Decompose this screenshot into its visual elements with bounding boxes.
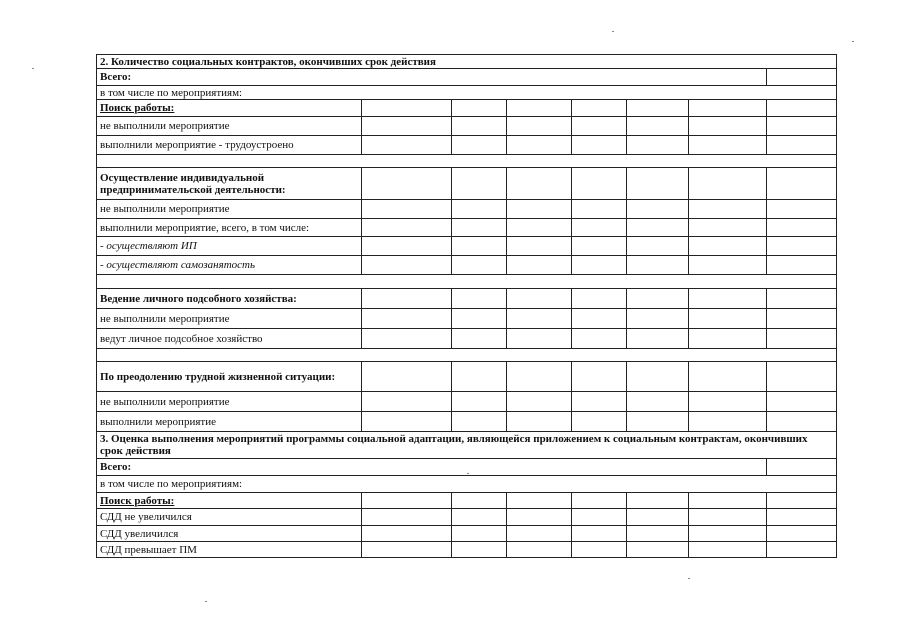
spacer-cell — [97, 349, 837, 362]
section-2-total-label: Всего: — [97, 69, 767, 86]
table-row — [97, 256, 837, 275]
table-cell[interactable] — [362, 493, 452, 509]
table-cell[interactable] — [362, 219, 452, 237]
table-cell[interactable] — [362, 136, 452, 155]
section-2-total-row — [97, 69, 837, 86]
table-cell[interactable] — [767, 237, 837, 256]
row-label: выполнили мероприятие — [97, 412, 362, 432]
table-cell[interactable] — [627, 509, 689, 526]
table-cell[interactable] — [627, 542, 689, 558]
table-row — [97, 309, 837, 329]
scan-speck — [612, 31, 614, 32]
table-cell[interactable] — [689, 526, 767, 542]
table-row — [97, 219, 837, 237]
table-cell[interactable] — [689, 329, 767, 349]
row-label: СДД превышает ПМ — [97, 542, 362, 558]
table-cell[interactable] — [627, 493, 689, 509]
scan-speck — [32, 68, 34, 69]
table-cell[interactable] — [507, 237, 572, 256]
section-3-title: 3. Оценка выполнения мероприятий программы социальной адаптации, являющейся приложением к социальным контрактам, окончивших срок действия — [97, 432, 837, 459]
table-row — [97, 289, 837, 309]
scan-speck — [852, 41, 854, 42]
table-row — [97, 117, 837, 136]
table-cell[interactable] — [507, 168, 572, 200]
table-cell[interactable] — [689, 289, 767, 309]
section-2-title-row — [97, 55, 837, 69]
table-cell[interactable] — [627, 329, 689, 349]
table-cell[interactable] — [767, 309, 837, 329]
table-cell[interactable] — [507, 329, 572, 349]
table-cell[interactable] — [452, 493, 507, 509]
table-cell[interactable] — [627, 219, 689, 237]
table-cell[interactable] — [767, 256, 837, 275]
table-cell[interactable] — [507, 526, 572, 542]
table-cell[interactable] — [627, 412, 689, 432]
row-label: не выполнили мероприятие — [97, 200, 362, 219]
table-cell[interactable] — [452, 256, 507, 275]
table-cell[interactable] — [689, 392, 767, 412]
section-2-total-value-cell[interactable] — [767, 69, 837, 86]
table-cell[interactable] — [627, 526, 689, 542]
table-cell[interactable] — [767, 219, 837, 237]
table-cell[interactable] — [452, 509, 507, 526]
table-row — [97, 200, 837, 219]
table-cell[interactable] — [572, 219, 627, 237]
table-cell[interactable] — [362, 329, 452, 349]
table-cell[interactable] — [452, 392, 507, 412]
row-label: СДД не увеличился — [97, 509, 362, 526]
table-cell[interactable] — [572, 200, 627, 219]
table-cell[interactable] — [507, 289, 572, 309]
table-cell[interactable] — [572, 493, 627, 509]
table-cell[interactable] — [452, 168, 507, 200]
table-cell[interactable] — [452, 200, 507, 219]
table-cell[interactable] — [689, 309, 767, 329]
table-cell[interactable] — [767, 392, 837, 412]
table-cell[interactable] — [627, 100, 689, 117]
section-2-title: 2. Количество социальных контрактов, окончивших срок действия — [97, 55, 837, 69]
table-row — [97, 237, 837, 256]
table-cell[interactable] — [362, 289, 452, 309]
table-cell[interactable] — [689, 493, 767, 509]
scan-speck — [467, 473, 469, 474]
table-cell[interactable] — [572, 237, 627, 256]
table-cell[interactable] — [507, 362, 572, 392]
table-row — [97, 493, 837, 509]
row-label: не выполнили мероприятие — [97, 309, 362, 329]
table-cell[interactable] — [507, 493, 572, 509]
table-cell[interactable] — [689, 542, 767, 558]
table-cell[interactable] — [767, 200, 837, 219]
section-3-total-label: Всего: — [97, 459, 767, 476]
table-row — [97, 526, 837, 542]
table-cell[interactable] — [689, 168, 767, 200]
table-cell[interactable] — [362, 168, 452, 200]
table-cell[interactable] — [452, 362, 507, 392]
table-cell[interactable] — [627, 289, 689, 309]
table-cell[interactable] — [627, 362, 689, 392]
row-label: выполнили мероприятие - трудоустроено — [97, 136, 362, 155]
table-cell[interactable] — [572, 256, 627, 275]
report-table — [96, 54, 837, 558]
table-cell[interactable] — [452, 289, 507, 309]
table-cell[interactable] — [452, 526, 507, 542]
table-cell[interactable] — [362, 309, 452, 329]
table-cell[interactable] — [362, 256, 452, 275]
table-cell[interactable] — [627, 309, 689, 329]
spacer-row — [97, 155, 837, 168]
table-cell[interactable] — [627, 168, 689, 200]
table-cell[interactable] — [507, 256, 572, 275]
row-label: - осуществляют самозанятость — [97, 256, 362, 275]
table-cell[interactable] — [572, 329, 627, 349]
table-cell[interactable] — [767, 542, 837, 558]
table-cell[interactable] — [362, 100, 452, 117]
row-label: не выполнили мероприятие — [97, 392, 362, 412]
table-cell[interactable] — [627, 117, 689, 136]
table-cell[interactable] — [452, 219, 507, 237]
row-label: ведут личное подсобное хозяйство — [97, 329, 362, 349]
table-cell[interactable] — [507, 542, 572, 558]
row-label: СДД увеличился — [97, 526, 362, 542]
table-cell[interactable] — [767, 117, 837, 136]
table-cell[interactable] — [362, 117, 452, 136]
table-row — [97, 412, 837, 432]
table-cell[interactable] — [507, 392, 572, 412]
table-cell[interactable] — [689, 200, 767, 219]
table-cell[interactable] — [572, 168, 627, 200]
table-cell[interactable] — [627, 200, 689, 219]
table-cell[interactable] — [689, 136, 767, 155]
table-cell[interactable] — [627, 136, 689, 155]
table-cell[interactable] — [362, 392, 452, 412]
table-cell[interactable] — [572, 509, 627, 526]
section-3-including-label: в том числе по мероприятиям: — [97, 476, 837, 493]
section-3-including-row — [97, 476, 837, 493]
table-cell[interactable] — [767, 362, 837, 392]
table-cell[interactable] — [689, 256, 767, 275]
table-cell[interactable] — [689, 219, 767, 237]
hardship-heading: По преодолению трудной жизненной ситуации: — [97, 362, 362, 392]
table-cell[interactable] — [689, 412, 767, 432]
table-cell[interactable] — [627, 237, 689, 256]
table-cell[interactable] — [767, 526, 837, 542]
table-cell[interactable] — [572, 412, 627, 432]
table-cell[interactable] — [507, 117, 572, 136]
table-cell[interactable] — [572, 542, 627, 558]
table-cell[interactable] — [452, 412, 507, 432]
spacer-row — [97, 349, 837, 362]
section-3-total-value-cell[interactable] — [767, 459, 837, 476]
table-cell[interactable] — [689, 100, 767, 117]
table-cell[interactable] — [572, 362, 627, 392]
table-cell[interactable] — [452, 136, 507, 155]
entrepreneurship-heading: Осуществление индивидуальной предпринимательской деятельности: — [97, 168, 362, 200]
scan-speck — [205, 601, 207, 602]
table-cell[interactable] — [507, 309, 572, 329]
row-label: выполнили мероприятие, всего, в том числе: — [97, 219, 362, 237]
table-cell[interactable] — [362, 412, 452, 432]
table-cell[interactable] — [362, 542, 452, 558]
table-cell[interactable] — [767, 493, 837, 509]
table-row — [97, 509, 837, 526]
table-cell[interactable] — [362, 200, 452, 219]
table-cell[interactable] — [767, 136, 837, 155]
table-cell[interactable] — [689, 509, 767, 526]
spacer-cell — [97, 155, 837, 168]
table-cell[interactable] — [767, 509, 837, 526]
row-label: не выполнили мероприятие — [97, 117, 362, 136]
table-cell[interactable] — [572, 100, 627, 117]
section-3-title-row — [97, 432, 837, 459]
household-heading: Ведение личного подсобного хозяйства: — [97, 289, 362, 309]
table-cell[interactable] — [452, 100, 507, 117]
table-cell[interactable] — [452, 237, 507, 256]
table-cell[interactable] — [767, 329, 837, 349]
table-cell[interactable] — [627, 392, 689, 412]
table-cell[interactable] — [362, 526, 452, 542]
table-cell[interactable] — [572, 309, 627, 329]
table-cell[interactable] — [689, 117, 767, 136]
table-row — [97, 392, 837, 412]
table-row — [97, 168, 837, 200]
spacer-cell — [97, 275, 837, 289]
table-cell[interactable] — [362, 509, 452, 526]
table-row — [97, 542, 837, 558]
table-cell[interactable] — [362, 237, 452, 256]
table-cell[interactable] — [507, 100, 572, 117]
table-cell[interactable] — [627, 256, 689, 275]
table-cell[interactable] — [452, 329, 507, 349]
table-row — [97, 100, 837, 117]
table-cell[interactable] — [452, 309, 507, 329]
table-cell[interactable] — [767, 100, 837, 117]
row-label: - осуществляют ИП — [97, 237, 362, 256]
table-cell[interactable] — [689, 362, 767, 392]
table-cell[interactable] — [767, 412, 837, 432]
table-cell[interactable] — [572, 136, 627, 155]
table-cell[interactable] — [572, 392, 627, 412]
job-search-heading: Поиск работы: — [97, 100, 362, 117]
section-2-including-row — [97, 86, 837, 100]
table-cell[interactable] — [767, 289, 837, 309]
table-cell[interactable] — [452, 542, 507, 558]
table-row — [97, 136, 837, 155]
table-cell[interactable] — [572, 117, 627, 136]
table-cell[interactable] — [507, 136, 572, 155]
table-cell[interactable] — [767, 168, 837, 200]
spacer-row — [97, 275, 837, 289]
table-row — [97, 362, 837, 392]
table-cell[interactable] — [362, 362, 452, 392]
job-search-heading: Поиск работы: — [97, 493, 362, 509]
table-cell[interactable] — [572, 526, 627, 542]
table-cell[interactable] — [507, 509, 572, 526]
table-row — [97, 329, 837, 349]
scan-speck — [688, 578, 690, 579]
table-cell[interactable] — [507, 219, 572, 237]
table-cell[interactable] — [452, 117, 507, 136]
table-cell[interactable] — [689, 237, 767, 256]
table-cell[interactable] — [507, 200, 572, 219]
table-cell[interactable] — [507, 412, 572, 432]
section-2-including-label: в том числе по мероприятиям: — [97, 86, 837, 100]
table-cell[interactable] — [572, 289, 627, 309]
